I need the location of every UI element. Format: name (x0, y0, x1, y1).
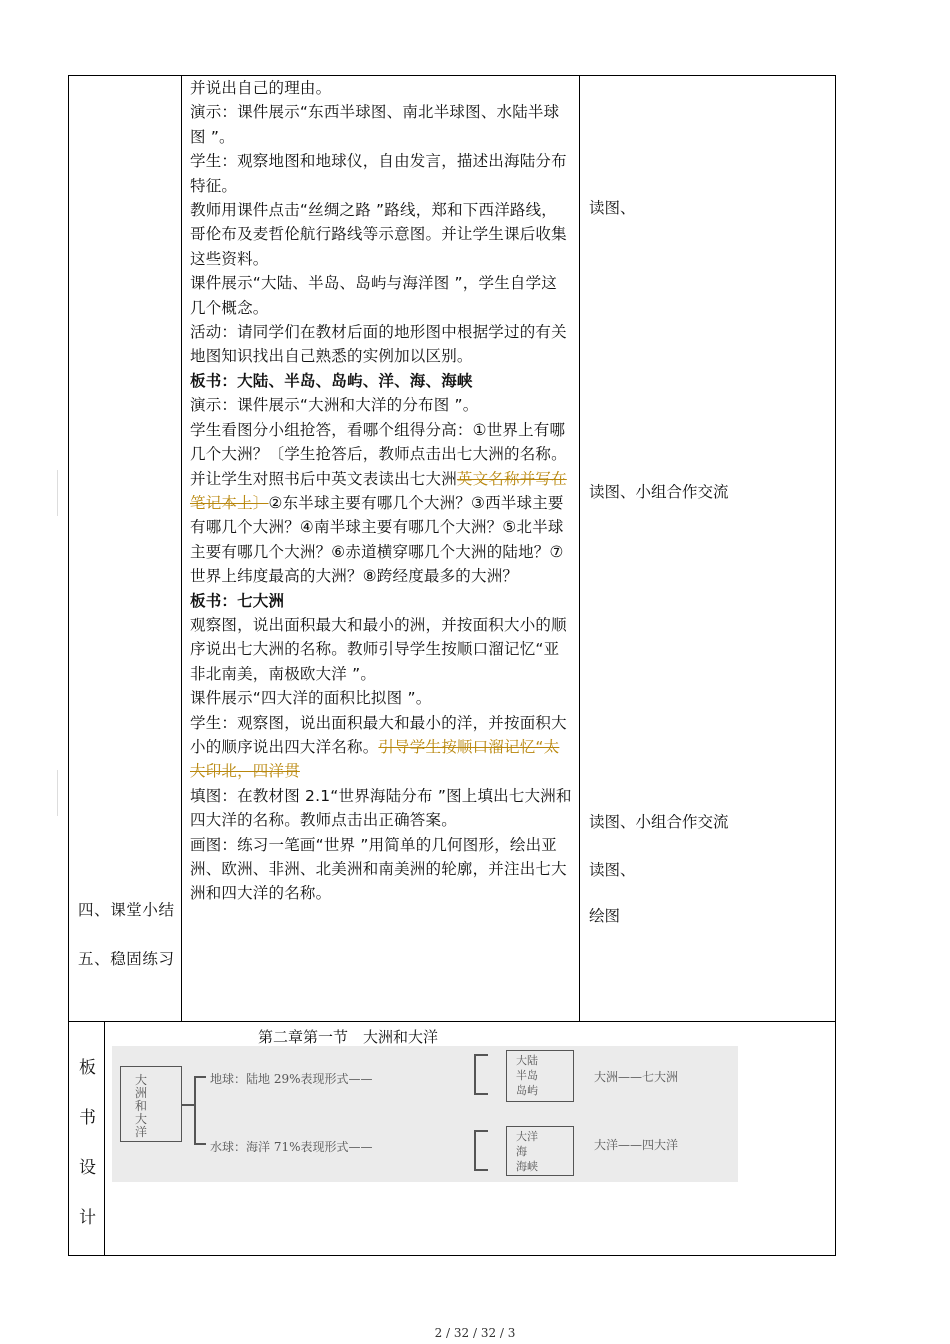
board-note-landforms: 板书：大陆、半岛、岛屿、洋、海、海峡 (190, 371, 473, 390)
sea-branch: 水球：海洋 71%表现形式—— (210, 1140, 373, 1154)
paragraph: 填图：在教材图 2.1“世界海陆分布 ”图上填出七大洲和四大洋的名称。教师点击出正确答案。 (190, 786, 572, 830)
paragraph: 课件展示“四大洋的面积比拟图 ”。 (190, 689, 432, 708)
margin-mark (57, 470, 58, 516)
land-branch: 地球：陆地 29%表现形式—— (210, 1072, 373, 1086)
paragraph: 观察图，说出面积最大和最小的洲，并按面积大小的顺序说出七大洲的名称。教师引导学生按顺口溜记忆“亚非北南美，南极欧大洋 ”。 (190, 615, 567, 683)
activity-note: 读图、 (589, 861, 636, 879)
ocean-text: 学生：观察图，说出面积最大和最小的洋，并按面积大小的顺序说出四大洋名称。 (190, 713, 567, 756)
brace-top (194, 1076, 206, 1078)
paragraph: 课件展示“大陆、半岛、岛屿与海洋图 ”，学生自学这几个概念。 (190, 274, 557, 317)
teaching-process-text (190, 76, 572, 906)
brace-bottom (194, 1143, 206, 1145)
brace-vertical (194, 1076, 196, 1144)
quiz-text: ②东半球主要有哪几个大洲？③西半球主要有哪几个大洲？④南半球主要有哪几个大洲？⑤北半球主要有哪几个大洲？⑥赤道横穿哪几个大洲的陆地？⑦世界上纬度最高的大洲？⑧跨经度最多的大洲？ (190, 493, 564, 586)
oceans-result: 大洋——四大洋 (594, 1138, 679, 1152)
bracket-lower (474, 1130, 476, 1170)
bracket-upper-bottom (474, 1093, 488, 1095)
bracket-lower-top (474, 1130, 488, 1132)
deleted-text: 英文名称并写在笔记本上〕 (190, 469, 567, 512)
paragraph: 活动：请同学们在教材后面的地形图中根据学过的有关地图知识找出自己熟悉的实例加以区别。 (190, 323, 567, 366)
landform-item: 大陆 (516, 1054, 538, 1067)
brace-stem (182, 1104, 194, 1106)
margin-mark (57, 770, 58, 816)
activity-note: 读图、小组合作交流 (589, 813, 729, 831)
paragraph: 并说出自己的理由。 (190, 79, 332, 97)
landform-item: 半岛 (516, 1069, 538, 1082)
paragraph: 学生：观察地图和地球仪，自由发言，描述出海陆分布特征。 (190, 152, 567, 195)
continents-result: 大洲——七大洲 (594, 1070, 679, 1084)
board-note-continents: 板书：七大洲 (190, 591, 285, 610)
section-practice: 五、稳固练习 (78, 950, 174, 968)
paragraph: 演示：课件展示“大洲和大洋的分布图 ”。 (190, 396, 479, 415)
quiz-paragraph (190, 418, 572, 589)
board-label-divider (104, 1021, 105, 1256)
paragraph: 画图：练习一笔画“世界 ”用简单的几何图形，绘出亚洲、欧洲、非洲、北美洲和南美洲的轮廓，并注出七大洲和四大洋的名称。 (190, 835, 567, 903)
ocean-paragraph (190, 711, 572, 784)
root-label: 大洲和大洋 (135, 1073, 148, 1139)
bracket-upper-top (474, 1054, 488, 1056)
activity-note: 读图、小组合作交流 (589, 483, 729, 501)
board-design-label: 板 (79, 1058, 96, 1078)
bracket-upper (474, 1054, 476, 1094)
board-diagram (112, 1046, 738, 1182)
quiz-text: 学生看图分小组抢答，看哪个组得分高：①世界上有哪几个大洲？〔学生抢答后，教师点击出七大洲的名称。并让学生对照书后中英文表读出七大洲 (190, 420, 567, 488)
column-divider-left (181, 75, 182, 1022)
bracket-lower-bottom (474, 1169, 488, 1171)
deleted-text: 引导学生按顺口溜记忆“太大印北，四洋贯 (190, 737, 560, 781)
row-divider (68, 1021, 836, 1022)
paragraph: 演示：课件展示“东西半球图、南北半球图、水陆半球图 ”。 (190, 103, 560, 146)
waterform-item: 海峡 (516, 1160, 538, 1173)
section-summary: 四、课堂小结 (78, 901, 174, 919)
page-number: 2 / 32 / 32 / 3 (434, 1326, 516, 1340)
board-design-title: 第二章第一节 大洲和大洋 (258, 1028, 439, 1046)
column-divider-right (579, 75, 580, 1022)
activity-note: 绘图 (589, 907, 621, 925)
board-design-label: 设 (79, 1158, 96, 1178)
waterform-item: 大洋 (516, 1130, 538, 1143)
board-design-label: 计 (79, 1208, 96, 1228)
root-box (120, 1066, 182, 1142)
waterform-item: 海 (516, 1145, 527, 1158)
landform-item: 岛屿 (516, 1084, 538, 1097)
board-design-label: 书 (79, 1108, 96, 1128)
paragraph: 教师用课件点击“丝绸之路 ”路线，郑和下西洋路线，哥伦布及麦哲伦航行路线等示意图。并让学生课后收集这些资料。 (190, 201, 567, 268)
activity-note: 读图、 (589, 199, 636, 217)
